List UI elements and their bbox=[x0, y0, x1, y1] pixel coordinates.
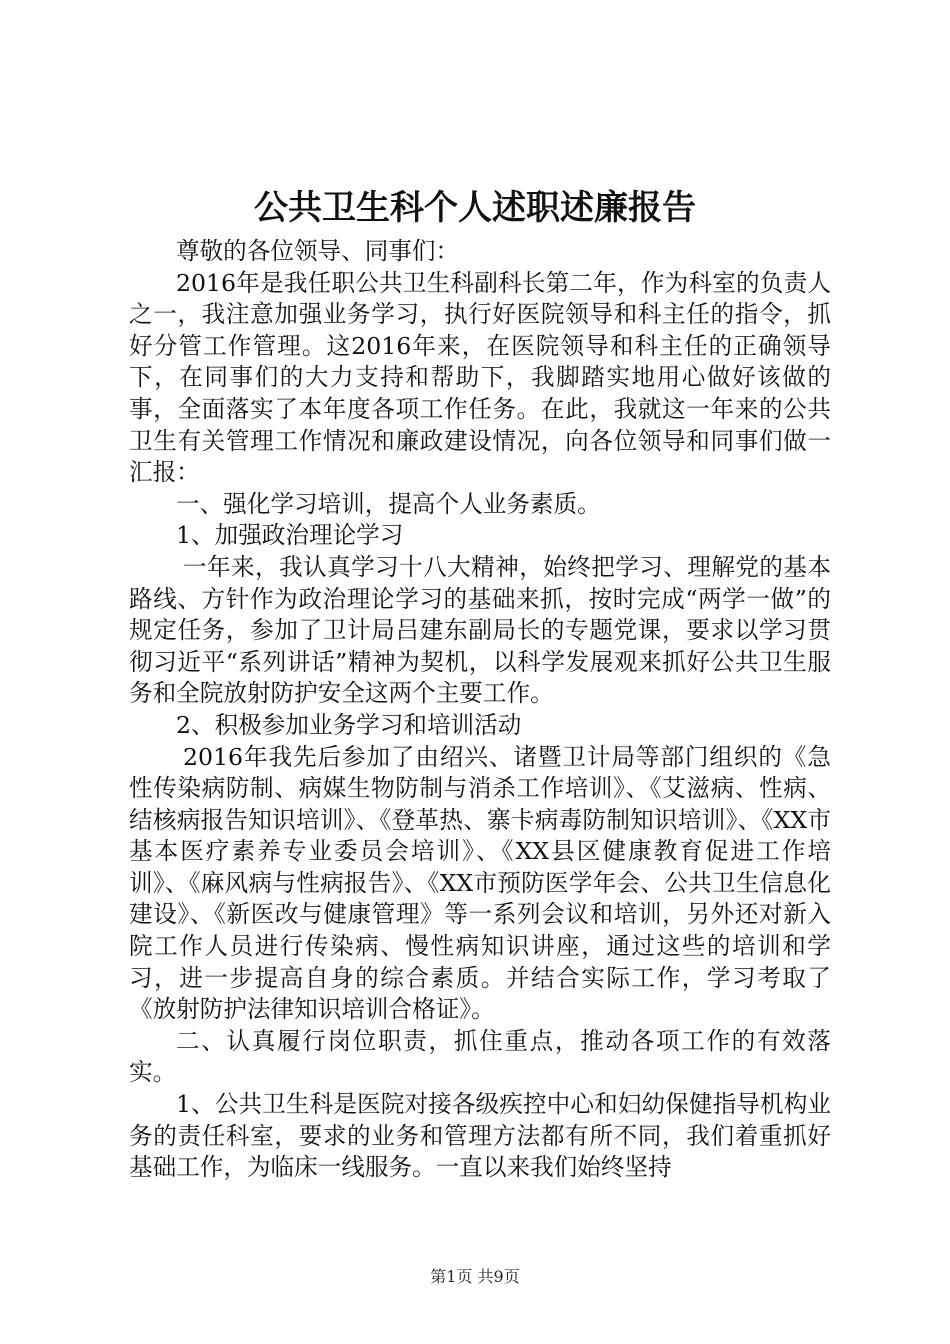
salutation: 尊敬的各位领导、同事们： bbox=[176, 237, 460, 265]
page-number: 第1页 共9页 bbox=[430, 1267, 520, 1286]
document-title: 公共卫生科个人述职述廉报告 bbox=[254, 188, 696, 228]
paragraph-political-study: 一年来，我认真学习十八大精神，始终把学习、理解党的基本路线、方针作为政治理论学习的基础来抓，按时完成“两学一做”的规定任务，参加了卫计局吕建东副局长的专题党课，要求以学习贯彻习近平“系列讲话”精神为契机，以科学发展观来抓好公共卫生服务和全院放射防护安全这两个主要工作。 bbox=[129, 552, 831, 708]
subheading-1-2: 2、积极参加业务学习和培训活动 bbox=[176, 710, 522, 739]
subheading-1-1: 1、加强政治理论学习 bbox=[176, 521, 404, 550]
paragraph-intro: 2016年是我任职公共卫生科副科长第二年，作为科室的负责人之一，我注意加强业务学习，执行好医院领导和科主任的指令，抓好分管工作管理。这2016年来，在医院领导和科主任的正确领导下，在同事们的大力支持和帮助下，我脚踏实地用心做好该做的事，全面落实了本年度各项工作任务。在此，我就这一年来的公共卫生有关管理工作情况和廉政建设情况，向各位领导和同事们做一汇报： bbox=[129, 268, 831, 487]
section-heading-2: 二、认真履行岗位职责，抓住重点，推动各项工作的有效落实。 bbox=[129, 1026, 831, 1087]
document-body bbox=[129, 236, 831, 1184]
section-heading-1: 一、强化学习培训，提高个人业务素质。 bbox=[176, 489, 601, 518]
paragraph-duties: 1、公共卫生科是医院对接各级疾控中心和妇幼保健指导机构业务的责任科室，要求的业务和管理方法都有所不同，我们着重抓好基础工作，为临床一线服务。一直以来我们始终坚持 bbox=[129, 1090, 831, 1182]
paragraph-training: 2016年我先后参加了由绍兴、诸暨卫计局等部门组织的《急性传染病防制、病媒生物防制与消杀工作培训》、《艾滋病、性病、结核病报告知识培训》、《登革热、寨卡病毒防制知识培训》、《XX市基本医疗素养专业委员会培训》、《XX县区健康教育促进工作培训》、《麻风病与性病报告》、《XX市预防医学年会、公共卫生信息化建设》、《新医改与健康管理》等一系列会议和培训，另外还对新入院工作人员进行传染病、慢性病知识讲座，通过这些的培训和学习，进一步提高自身的综合素质。并结合实际工作，学习考取了《放射防护法律知识培训合格证》。 bbox=[129, 742, 831, 1024]
